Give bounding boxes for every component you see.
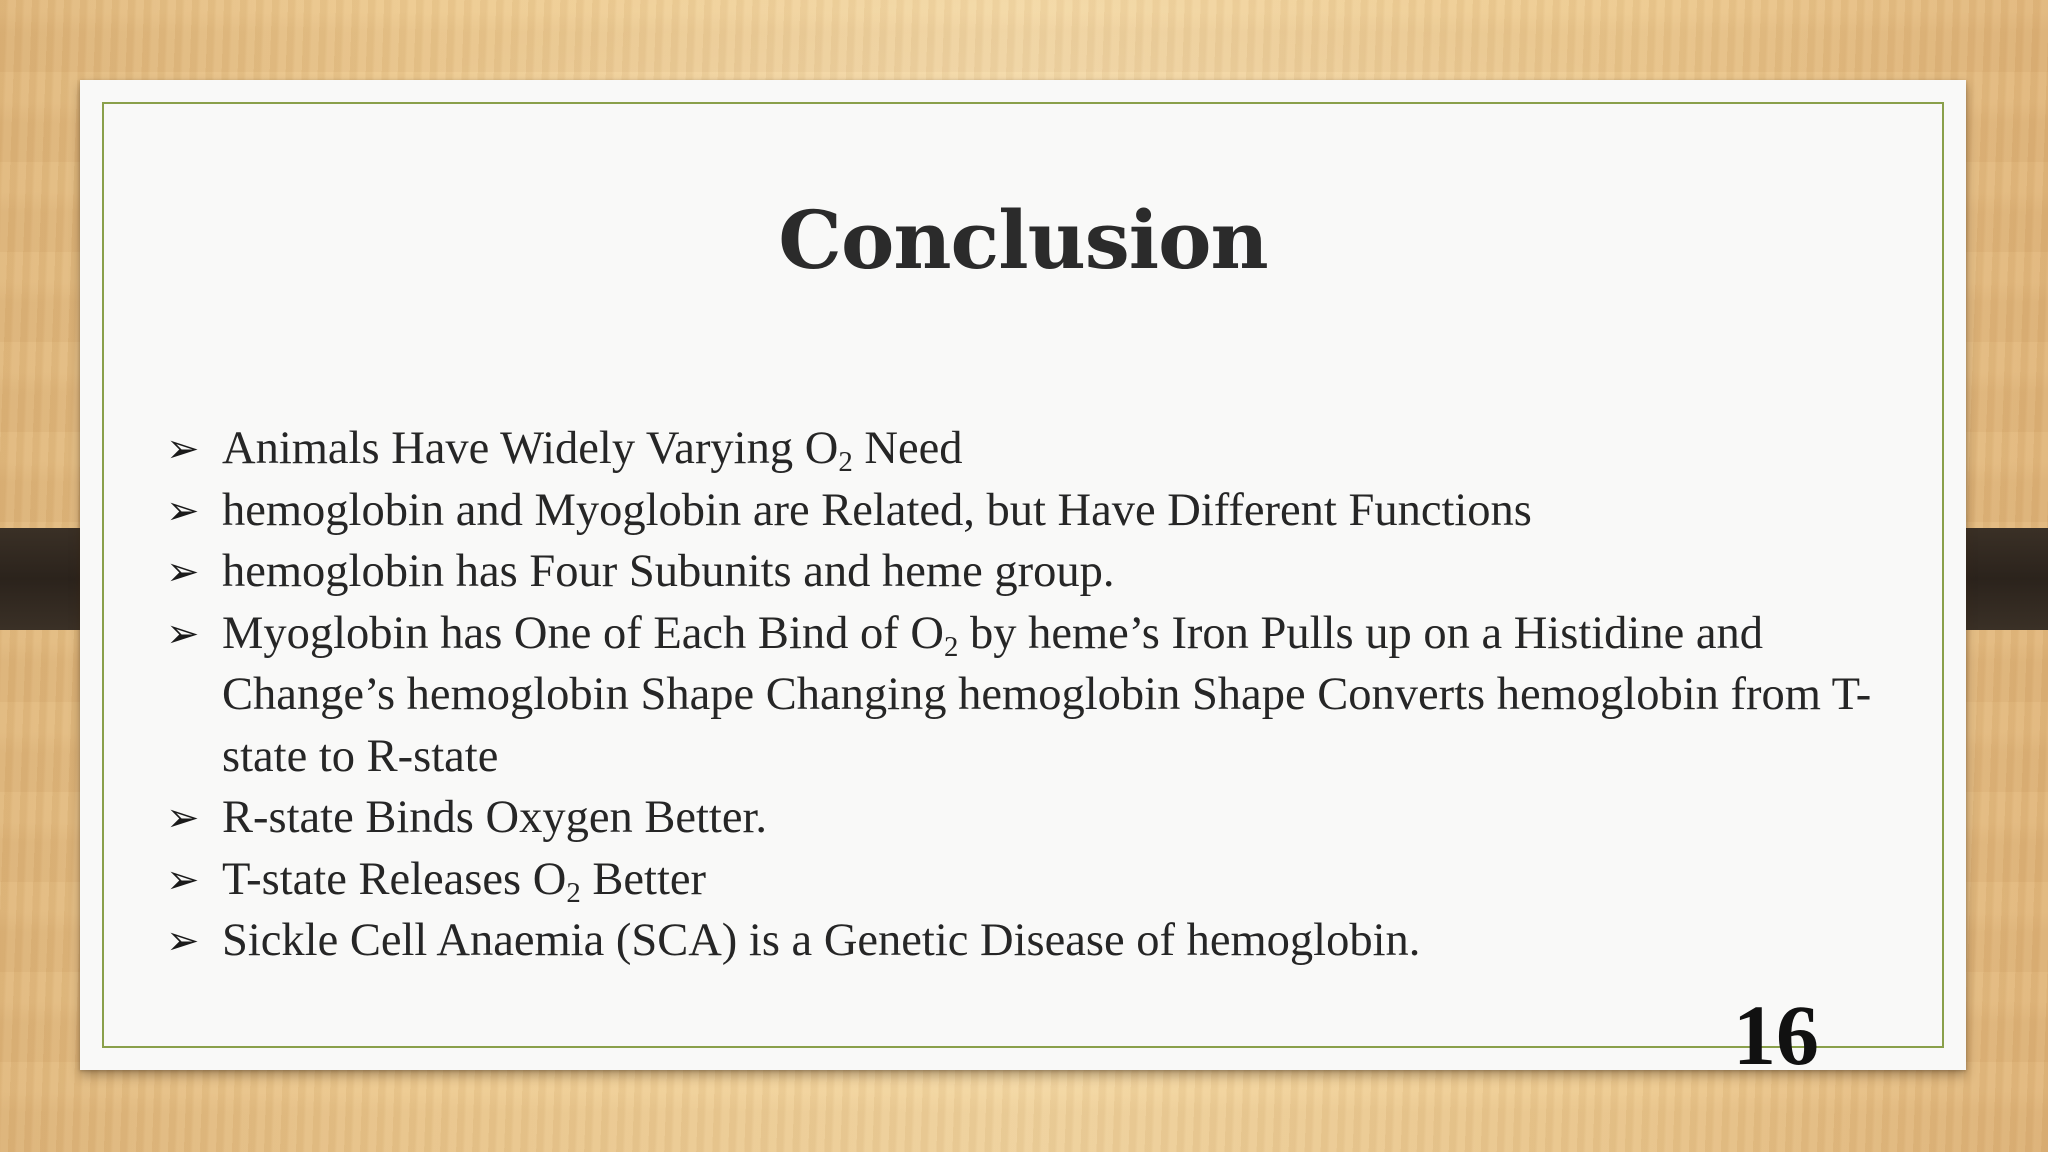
arrow-bullet-icon: ➢ [166, 918, 200, 963]
bullet-item [166, 787, 1906, 849]
arrow-bullet-icon: ➢ [166, 549, 200, 594]
bullet-text: Animals Have Widely Varying $O_2$ Need [222, 423, 963, 479]
bullet-item [166, 541, 1906, 603]
bullet-item [166, 910, 1906, 972]
slide-card [80, 80, 1966, 1083]
bullet-text: Myoglobin has One of Each Bind of $O_2$ by heme’s Iron Pulls up on a Histidine and Change’s hemoglobin Shape Changing hemoglobin Shape Converts hemoglobin from T-state to R-state [222, 607, 1872, 782]
bullet-item [166, 849, 1906, 911]
bullet-text: hemoglobin has Four Subunits and heme group. [222, 546, 1115, 597]
bullet-text: T-state Releases $O_2$ Better [222, 853, 707, 909]
slide-title: Conclusion [778, 193, 1268, 287]
arrow-bullet-icon: ➢ [166, 795, 200, 840]
arrow-bullet-icon: ➢ [166, 610, 200, 656]
bullet-text: Sickle Cell Anaemia (SCA) is a Genetic Disease of hemoglobin. [222, 915, 1421, 966]
arrow-bullet-icon: ➢ [166, 856, 200, 902]
arrow-bullet-icon: ➢ [166, 487, 200, 533]
bullet-item [166, 418, 1906, 480]
bullet-text: hemoglobin and Myoglobin are Related, but Have Different Functions [222, 484, 1532, 536]
page-number: 16 [1733, 987, 1819, 1083]
bullet-text: R-state Binds Oxygen Better. [222, 792, 768, 843]
bullet-item [166, 603, 1906, 788]
bullet-list [166, 418, 1906, 972]
bullet-item [166, 480, 1906, 542]
arrow-bullet-icon: ➢ [166, 426, 200, 471]
